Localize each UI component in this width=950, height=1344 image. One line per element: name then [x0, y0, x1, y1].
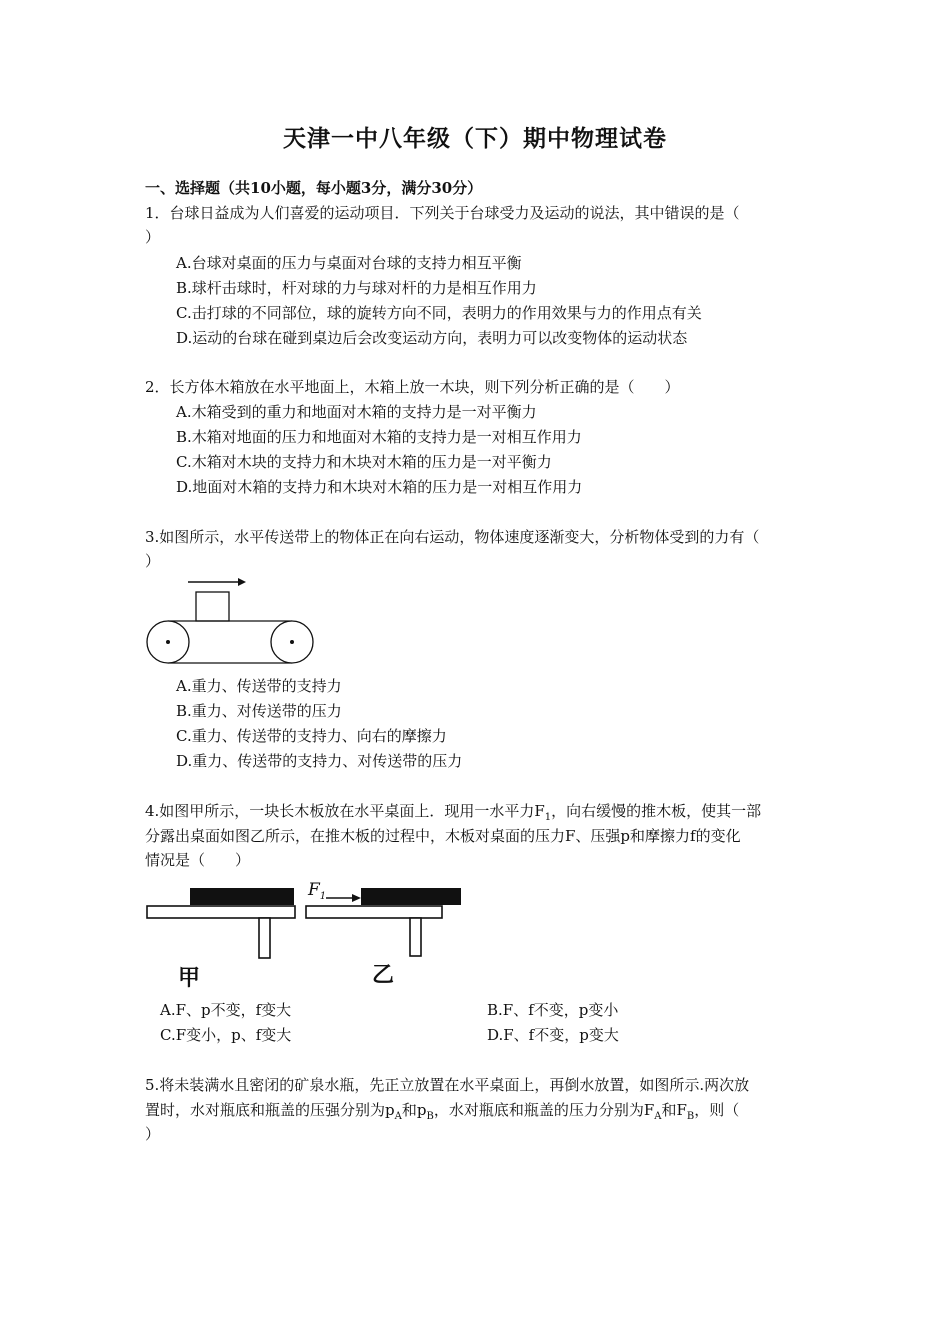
q5-stem-line1: 5.将未装满水且密闭的矿泉水瓶，先正立放置在水平桌面上，再倒水放置，如图所示.两次放 [145, 1076, 750, 1094]
label-yi: 乙 [372, 963, 395, 988]
section-heading: 一、选择题（共10小题，每小题3分，满分30分） [145, 179, 483, 197]
table-leg-yi [410, 918, 421, 956]
q3-option-a: A.重力、传送带的支持力 [176, 677, 342, 695]
force-arrow-head [352, 894, 361, 902]
q1-option-a: A.台球对桌面的压力与桌面对台球的支持力相互平衡 [176, 254, 522, 272]
force-label: $F_1$ [308, 880, 327, 902]
motion-arrow-head [238, 578, 246, 586]
label-jia: 甲 [178, 966, 201, 990]
q1-option-d: D.运动的台球在碰到桌边后会改变运动方向，表明力可以改变物体的运动状态 [176, 329, 688, 347]
q5-stem-end: ） [145, 1125, 161, 1143]
q4-option-b: B.F、f不变，p变小 [487, 1001, 619, 1019]
q4-stem-line2: 分露出桌面如图乙所示，在推木板的过程中，木板对桌面的压力F、压强p和摩擦力f的变化 [145, 827, 741, 845]
q4-option-d: D.F、f不变，p变大 [487, 1026, 619, 1044]
q4-stem-line3: 情况是（ ） [145, 851, 251, 869]
q3-option-d: D.重力、传送带的支持力、对传送带的压力 [176, 752, 463, 770]
q2-option-d: D.地面对木箱的支持力和木块对木箱的压力是一对相互作用力 [176, 478, 583, 496]
q1-stem-end: ） [145, 228, 161, 246]
q3-option-c: C.重力、传送带的支持力、向右的摩擦力 [176, 727, 447, 745]
q1-stem: 1．台球日益成为人们喜爱的运动项目．下列关于台球受力及运动的说法，其中错误的是（ [145, 204, 740, 222]
q2-option-c: C.木箱对木块的支持力和木块对木箱的压力是一对平衡力 [176, 453, 552, 471]
q4-stem-line1: 4.如图甲所示，一块长木板放在水平桌面上．现用一水平力$F_1$，向右缓慢的推木板，使其一部 [145, 802, 762, 823]
q4-option-c: C.F变小，p、f变大 [160, 1026, 292, 1044]
board-yi [361, 888, 461, 905]
table-top-yi [306, 906, 442, 918]
q3-stem: 3.如图所示，水平传送带上的物体正在向右运动，物体速度逐渐变大，分析物体受到的力有（ [145, 528, 760, 546]
q4-option-a: A.F、p不变，f变大 [160, 1001, 292, 1019]
board-push-figure [140, 875, 470, 990]
q1-option-b: B.球杆击球时，杆对球的力与球对杆的力是相互作用力 [176, 279, 537, 297]
table-leg-jia [259, 918, 270, 958]
q5-stem-line2: 置时，水对瓶底和瓶盖的压强分别为$p_A$和$p_B$，水对瓶底和瓶盖的压力分别为$F_A$和$F_B$，则（ [145, 1101, 740, 1122]
q3-stem-end: ） [145, 552, 161, 570]
right-roller-axle [290, 640, 294, 644]
conveyor-belt-figure [140, 575, 325, 670]
object-block [196, 592, 229, 621]
page-title: 天津一中八年级（下）期中物理试卷 [283, 125, 667, 152]
q2-stem: 2．长方体木箱放在水平地面上，木箱上放一木块，则下列分析正确的是（ ） [145, 378, 680, 396]
board-jia [190, 888, 294, 905]
q2-option-b: B.木箱对地面的压力和地面对木箱的支持力是一对相互作用力 [176, 428, 582, 446]
q3-option-b: B.重力、对传送带的压力 [176, 702, 342, 720]
table-top-jia [147, 906, 295, 918]
left-roller-axle [166, 640, 170, 644]
q2-option-a: A.木箱受到的重力和地面对木箱的支持力是一对平衡力 [176, 403, 537, 421]
q1-option-c: C.击打球的不同部位，球的旋转方向不同，表明力的作用效果与力的作用点有关 [176, 304, 702, 322]
